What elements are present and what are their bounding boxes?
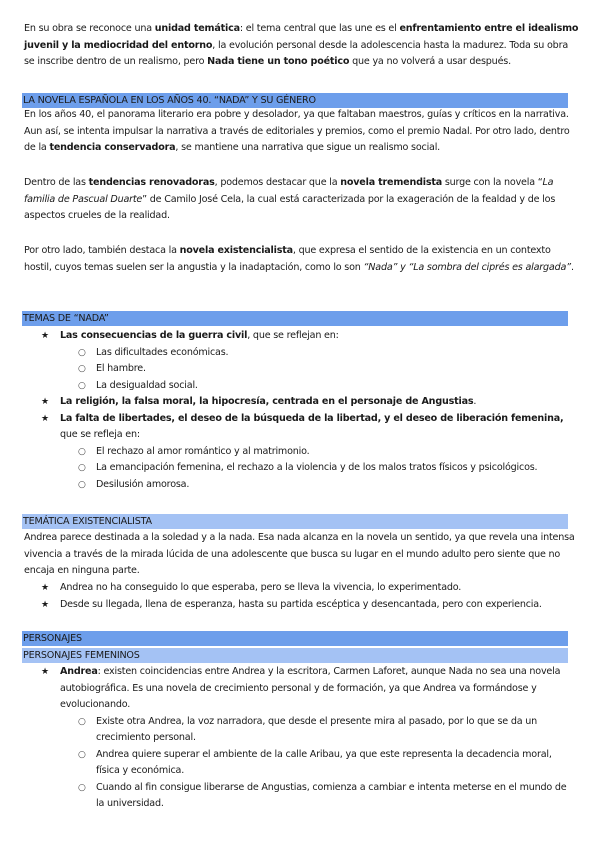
section-header-personajes: PERSONAJES <box>22 631 568 646</box>
list-item: ★ Desde su llegada, llena de esperanza, hasta su partida escéptica y desencantada, pero con experiencia. <box>24 597 569 614</box>
circle-bullet-icon: ○ <box>78 446 86 457</box>
sub-list-item: ○ Desilusión amorosa. <box>60 477 569 494</box>
subsection-header-personajes-femeninos: PERSONAJES FEMENINOS <box>22 648 568 663</box>
paragraph-panorama: En los años 40, el panorama literario era pobre y desolador, ya que faltaban maestros, guías y críticos en la narrativa. Aun así, se intenta impulsar la narrativa a través de editoriales y premios, como el premio Nadal. Por otro lado, dentro de la tendencia conservadora, se mantiene una narrativa que sigue un realismo social. <box>24 109 570 153</box>
list-item: ★ La falta de libertades, el deseo de la búsqueda de la libertad, y el deseo de liberación femenina, que se refleja en: ○ El rechazo al amor romántico y al matrimonio. ○ La emancipación femenina, el rechazo a la violencia y de los malos tratos físicos y psicológicos. ○ Desilusión amorosa. <box>24 411 569 494</box>
sub-list-item: ○ Existe otra Andrea, la voz narradora, que desde el presente mira al pasado, por lo que se da un crecimiento personal. <box>78 715 537 743</box>
star-bullet-icon: ★ <box>41 583 49 593</box>
circle-bullet-icon: ○ <box>78 749 86 760</box>
circle-bullet-icon: ○ <box>78 364 86 374</box>
temas-list <box>24 328 569 493</box>
section-header-temas: TEMAS DE “NADA” <box>22 311 568 326</box>
list-item: ★ Andrea no ha conseguido lo que esperaba, pero se lleva la vivencia, lo experimentado. <box>24 580 569 597</box>
star-bullet-icon: ★ <box>41 667 49 677</box>
list-item: ★ Andrea: existen coincidencias entre Andrea y la escritora, Carmen Laforet, aunque Nada no sea una novela autobiográfica. Es una novela de crecimiento personal y de formación, ya que Andrea va formándose y evolucionando. ○ Existe otra Andrea, la voz narradora, que desde el presente mira al pasado, por lo que se da un crecimiento personal. ○ Andrea quiere superar el ambiente de la calle Aribau, ya que este representa la decadencia moral, física y económica. ○ Cuando al fin consigue liberarse de Angustias, comienza a cambiar e intenta meterse en el mundo de la universidad. <box>24 664 569 813</box>
sub-list <box>60 345 569 395</box>
circle-bullet-icon: ○ <box>78 479 86 490</box>
sub-list-item: ○ El rechazo al amor romántico y al matrimonio. <box>60 444 569 461</box>
personajes-list <box>24 664 569 813</box>
list-item: ★ La religión, la falsa moral, la hipocresía, centrada en el personaje de Angustias. <box>24 394 569 411</box>
section-header-novela-espanola: LA NOVELA ESPAÑOLA EN LOS AÑOS 40. “NADA” Y SU GÉNERO <box>22 93 568 108</box>
paragraph-existencialista: Por otro lado, también destaca la novela existencialista, que expresa el sentido de la existencia en un contexto hostil, cuyos temas suelen ser la angustia y la inadaptación, como lo son “Nada” y “La sombra del ciprés es alargada”. <box>24 245 574 273</box>
list-item: ★ Las consecuencias de la guerra civil, que se reflejan en: ○ Las dificultades económicas. ○ El hambre. ○ La desigualdad social. <box>24 328 569 394</box>
star-bullet-icon: ★ <box>41 413 49 424</box>
star-bullet-icon: ★ <box>41 331 49 341</box>
circle-bullet-icon: ○ <box>78 380 86 391</box>
sub-list-item: ○ Las dificultades económicas. <box>60 345 569 362</box>
star-bullet-icon: ★ <box>41 599 49 610</box>
paragraph-andrea-soledad: Andrea parece destinada a la soledad y a la nada. Esa nada alcanza en la novela un sentido, ya que revela una intensa vivencia a través de la mirada lúcida de una adolescente que busca su lugar en el mundo adulto pero siente que no encaja en ninguna parte. <box>24 532 575 576</box>
existencialista-list <box>24 580 569 613</box>
sub-list-item: ○ Andrea quiere superar el ambiente de la calle Aribau, ya que este representa la decadencia moral, física y económica. <box>78 748 552 776</box>
star-bullet-icon: ★ <box>41 397 49 407</box>
sub-list-item: ○ Cuando al fin consigue liberarse de Angustias, comienza a cambiar e intenta meterse en el mundo de la universidad. <box>78 781 567 809</box>
section-header-tematica-existencialista: TEMÁTICA EXISTENCIALISTA <box>22 514 568 529</box>
circle-bullet-icon: ○ <box>78 716 86 727</box>
sub-list <box>60 444 569 494</box>
circle-bullet-icon: ○ <box>78 782 86 793</box>
sub-list-item: ○ La emancipación femenina, el rechazo a la violencia y de los malos tratos físicos y psicológicos. <box>60 460 569 477</box>
circle-bullet-icon: ○ <box>78 463 86 473</box>
sub-list-item: ○ El hambre. <box>60 361 569 378</box>
circle-bullet-icon: ○ <box>78 347 86 358</box>
sub-list <box>60 714 569 813</box>
intro-paragraph: En su obra se reconoce una unidad temática: el tema central que las une es el enfrentamiento entre el idealismo juvenil y la mediocridad del entorno, la evolución personal desde la adolescencia hasta la madurez. Toda su obra se inscribe dentro de un realismo, pero Nada tiene un tono poético que ya no volverá a usar después. <box>24 23 579 67</box>
sub-list-item: ○ La desigualdad social. <box>60 378 569 395</box>
paragraph-tendencias: Dentro de las tendencias renovadoras, podemos destacar que la novela tremendista surge con la novela “La familia de Pascual Duarte” de Camilo José Cela, la cual está caracterizada por la exageración de la fealdad y de los aspectos crueles de la realidad. <box>24 177 556 221</box>
